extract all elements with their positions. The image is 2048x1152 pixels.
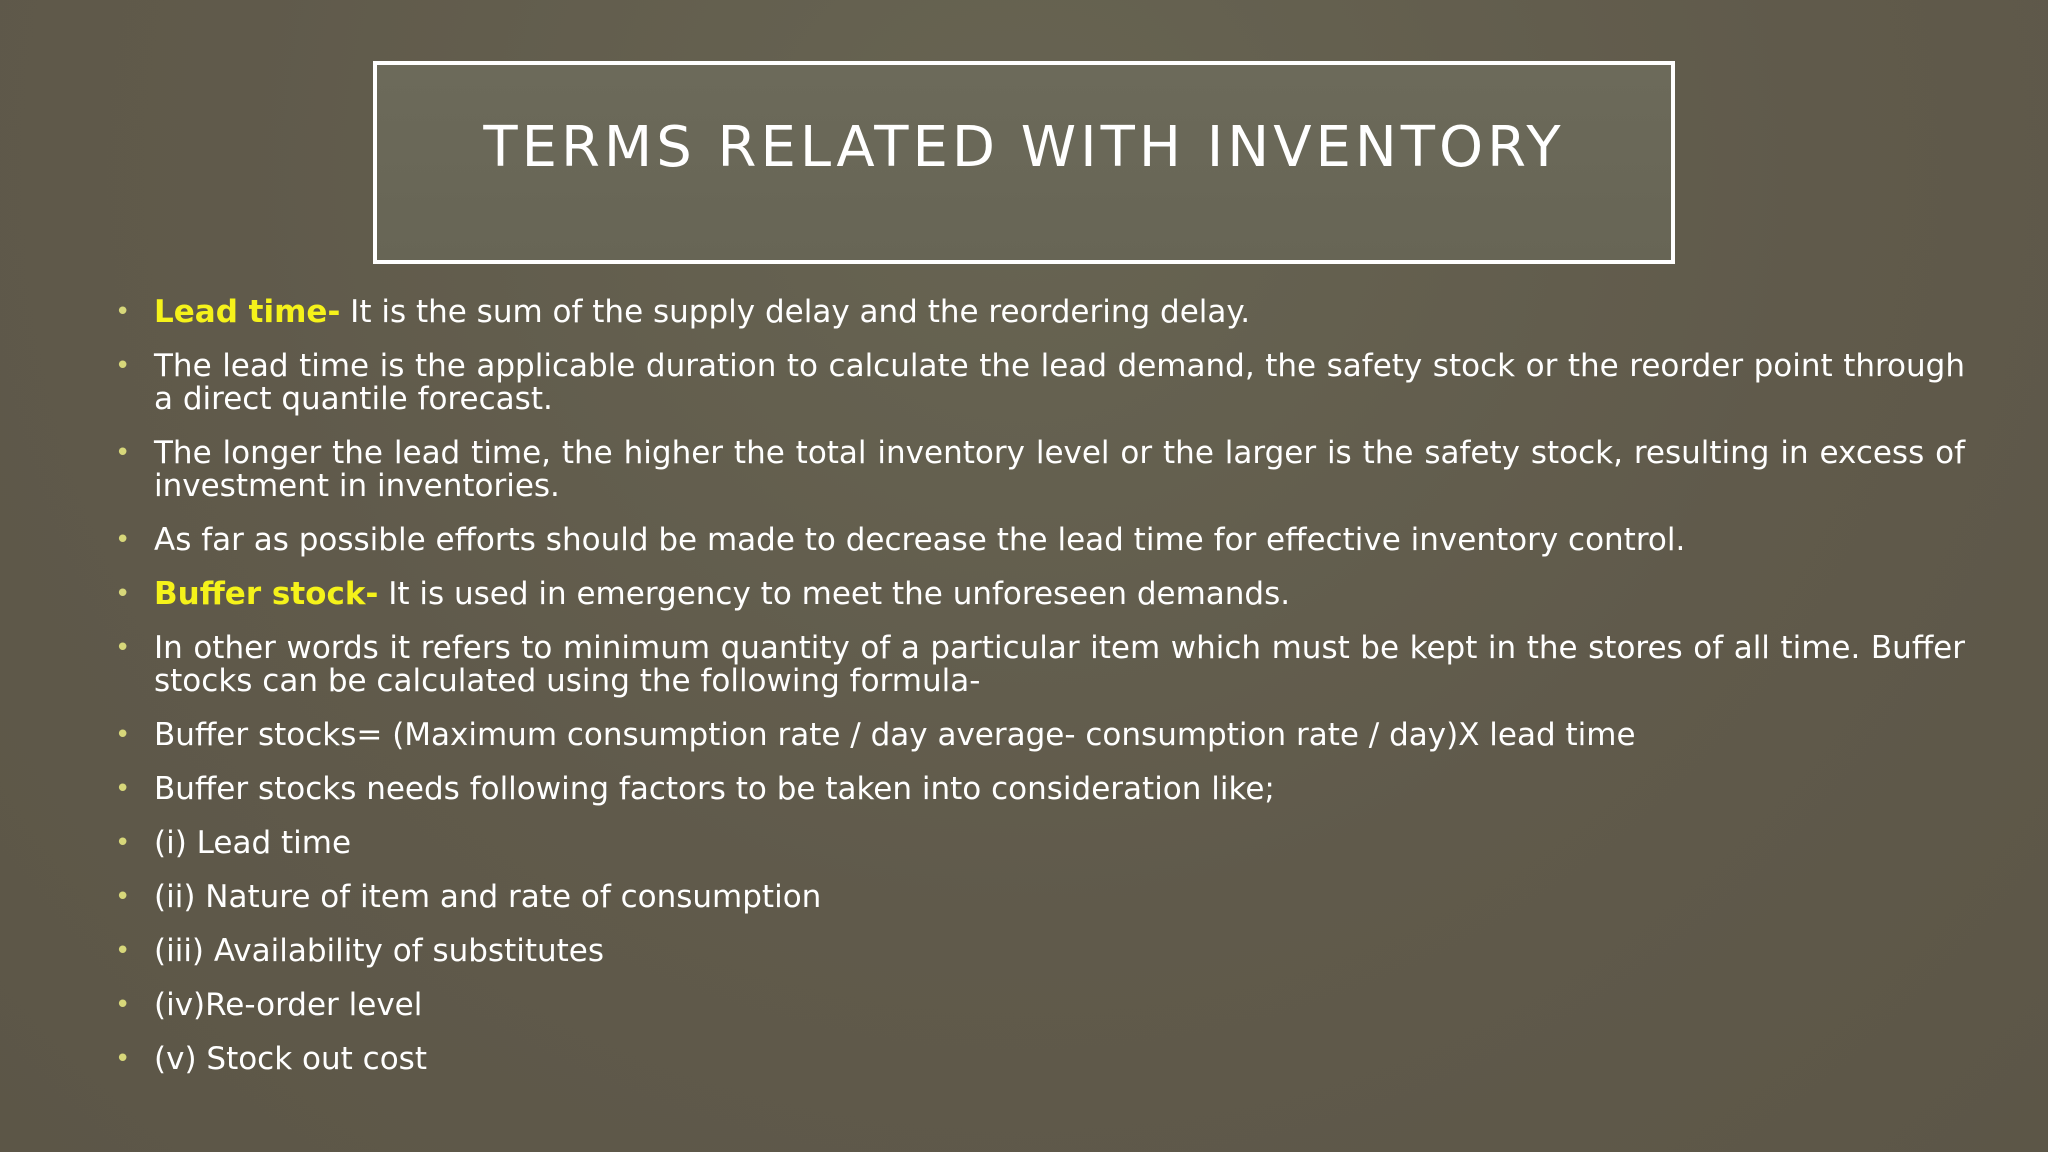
- bullet-item-lead-time: [110, 296, 1965, 329]
- bullet-text: It is used in emergency to meet the unforeseen demands.: [378, 576, 1291, 612]
- bullet-icon: •: [115, 990, 131, 1020]
- bullet-icon: •: [115, 297, 131, 327]
- bullet-text: (ii) Nature of item and rate of consumption: [154, 879, 822, 915]
- bullet-text: (i) Lead time: [154, 825, 352, 861]
- bullet-icon: •: [115, 882, 131, 912]
- bullet-icon: •: [115, 1044, 131, 1074]
- bullet-icon: •: [115, 351, 131, 381]
- bullet-text: The lead time is the applicable duration to calculate the lead demand, the safety stock or the reorder point through a direct quantile forecast.: [154, 348, 1965, 417]
- bullet-icon: •: [115, 525, 131, 555]
- bullet-text: (v) Stock out cost: [154, 1041, 427, 1077]
- bullet-text: In other words it refers to minimum quantity of a particular item which must be kept in the stores of all time. Buffer stocks can be calculated using the following formula-: [154, 630, 1965, 699]
- bullet-text: Buffer stocks= (Maximum consumption rate / day average- consumption rate / day)X lead time: [154, 717, 1636, 753]
- bullet-icon: •: [115, 438, 131, 468]
- bullet-item-factor-substitutes: [110, 935, 1965, 968]
- bullet-item-buffer-formula: [110, 719, 1965, 752]
- bullet-item-factor-lead-time: [110, 827, 1965, 860]
- bullet-item-lead-time-definition: [110, 350, 1965, 416]
- bullet-text: (iii) Availability of substitutes: [154, 933, 605, 969]
- bullet-text: (iv)Re-order level: [154, 987, 423, 1023]
- slide-title: TERMS RELATED WITH INVENTORY: [483, 115, 1565, 180]
- bullet-item-factor-reorder: [110, 989, 1965, 1022]
- term-lead-time: Lead time-: [154, 294, 341, 330]
- bullet-icon: •: [115, 579, 131, 609]
- bullet-icon: •: [115, 774, 131, 804]
- bullet-icon: •: [115, 828, 131, 858]
- bullet-text: The longer the lead time, the higher the total inventory level or the larger is the safety stock, resulting in excess of investment in inventories.: [154, 435, 1965, 504]
- bullet-item-factor-stock-out: [110, 1043, 1965, 1076]
- bullet-item-buffer-factors: [110, 773, 1965, 806]
- bullet-icon: •: [115, 633, 131, 663]
- bullet-item-longer-lead-time: [110, 437, 1965, 503]
- bullet-item-factor-nature: [110, 881, 1965, 914]
- bullet-text: It is the sum of the supply delay and the reordering delay.: [340, 294, 1251, 330]
- bullet-item-buffer-definition: [110, 632, 1965, 698]
- bullet-item-decrease-lead-time: [110, 524, 1965, 557]
- bullet-icon: •: [115, 720, 131, 750]
- term-buffer-stock: Buffer stock-: [154, 576, 379, 612]
- title-box: [373, 61, 1675, 264]
- bullet-text: As far as possible efforts should be made to decrease the lead time for effective inventory control.: [154, 522, 1686, 558]
- bullet-text: Buffer stocks needs following factors to be taken into consideration like;: [154, 771, 1275, 807]
- bullet-item-buffer-stock: [110, 578, 1965, 611]
- bullet-icon: •: [115, 936, 131, 966]
- bullet-list: [110, 296, 1965, 1097]
